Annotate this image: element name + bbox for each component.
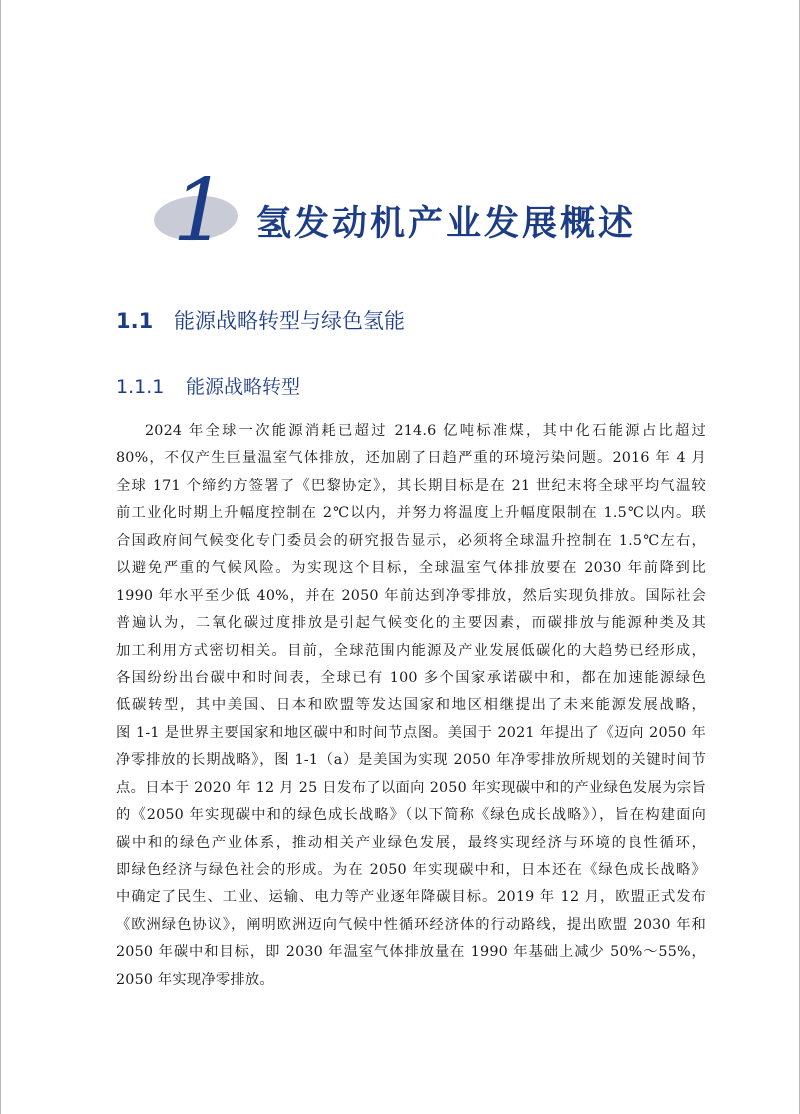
paragraph-line: 合国政府间气候变化专门委员会的研究报告显示，必须将全球温升控制在 1.5℃左右，: [116, 532, 706, 549]
paragraph-line: 前工业化时期上升幅度控制在 2℃以内，并努力将温度上升幅度限制在 1.5℃以内。联: [116, 505, 706, 522]
paragraph-line: 即绿色经济与绿色社会的形成。为在 2050 年实现碳中和，日本还在《绿色成长战略》: [116, 862, 706, 878]
subsection-number: 1.1.1: [116, 376, 165, 398]
section-number: 1.1: [116, 309, 154, 333]
paragraph-line: 全球 171 个缔约方签署了《巴黎协定》，其长期目标是在 21 世纪末将全球平均气温较: [116, 477, 706, 494]
paragraph-line: 以避免严重的气候风险。为实现这个目标，全球温室气体排放要在 2030 年前降到比: [116, 560, 706, 577]
subsection-heading: [116, 372, 300, 399]
paragraph-line: 2050 年实现净零排放。: [116, 971, 274, 988]
paragraph-line: 碳中和的绿色产业体系，推动相关产业绿色发展，最终实现经济与环境的良性循环，: [116, 834, 706, 851]
paragraph-line: 普遍认为，二氧化碳过度排放是引起气候变化的主要因素，而碳排放与能源种类及其: [116, 615, 706, 632]
paragraph-line: 图 1-1 是世界主要国家和地区碳中和时间节点图。美国于 2021 年提出了《迈向 2050 年: [116, 724, 706, 741]
chapter-number-graphic: [150, 168, 250, 248]
paragraph-line: 2024 年全球一次能源消耗已超过 214.6 亿吨标准煤，其中化石能源占比超过: [145, 423, 706, 439]
paragraph-line: 80%，不仅产生巨量温室气体排放，还加剧了日趋严重的环境污染问题。2016 年 4 月: [116, 450, 706, 467]
subsection-title: 能源战略转型: [186, 376, 301, 398]
section-title: 能源战略转型与绿色氢能: [174, 309, 405, 333]
section-heading: [116, 305, 405, 335]
paragraph-line: 1990 年水平至少低 40%，并在 2050 年前达到净零排放，然后实现负排放。国际社会: [116, 587, 706, 604]
paragraph-line: 的《2050 年实现碳中和的绿色成长战略》（以下简称《绿色成长战略》），旨在构建面向: [116, 807, 706, 824]
paragraph-line: 2050 年碳中和目标，即 2030 年温室气体排放量在 1990 年基础上减少 50%～55%，: [116, 944, 706, 961]
chapter-number: 1: [172, 168, 228, 248]
paragraph-line: 低碳转型，其中美国、日本和欧盟等发达国家和地区相继提出了未来能源发展战略，: [116, 697, 706, 714]
paragraph-line: 净零排放的长期战略》，图 1-1（a）是美国为实现 2050 年净零排放所规划的关键时间节: [116, 752, 706, 769]
chapter-header: [150, 168, 750, 248]
paragraph-line: 《欧洲绿色协议》，阐明欧洲迈向气候中性循环经济体的行动路线，提出欧盟 2030 年和: [116, 916, 706, 933]
body-paragraph: [116, 418, 706, 994]
paragraph-line: 点。日本于 2020 年 12 月 25 日发布了以面向 2050 年实现碳中和的产业绿色发展为宗旨: [116, 779, 706, 796]
chapter-title: 氢发动机产业发展概述: [256, 204, 637, 244]
paragraph-line: 加工利用方式密切相关。目前，全球范围内能源及产业发展低碳化的大趋势已经形成，: [116, 642, 706, 659]
paragraph-line: 中确定了民生、工业、运输、电力等产业逐年降碳目标。2019 年 12 月，欧盟正式发布: [116, 889, 706, 906]
paragraph-line: 各国纷纷出台碳中和时间表，全球已有 100 多个国家承诺碳中和，都在加速能源绿色: [116, 669, 706, 686]
